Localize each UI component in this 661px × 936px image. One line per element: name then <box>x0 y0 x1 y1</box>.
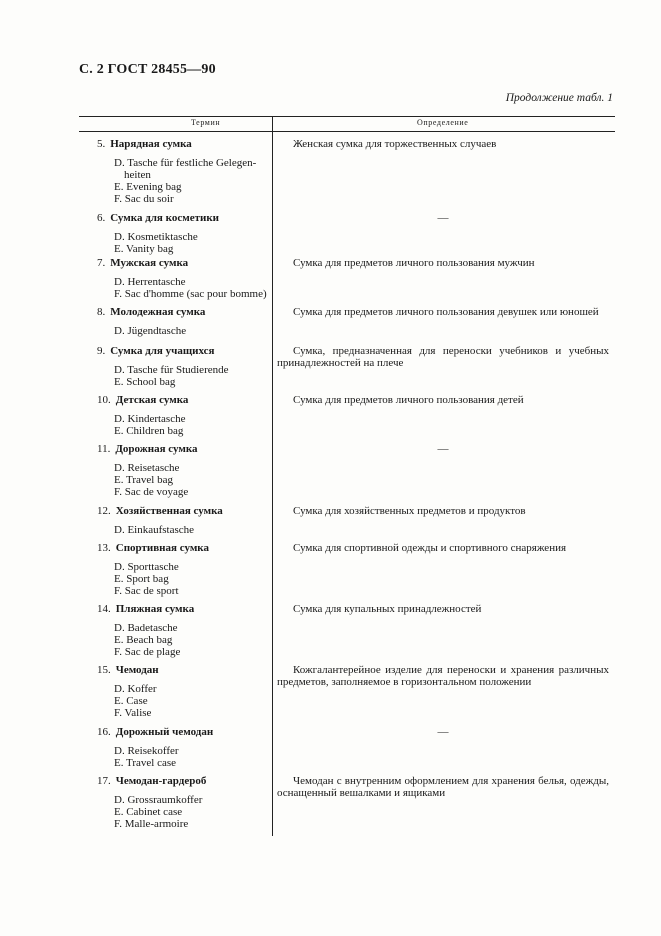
foreign-equivalent: D. Reisekoffer <box>114 745 179 757</box>
foreign-equivalents <box>97 745 269 769</box>
term-name: Спортивная сумка <box>115 542 209 554</box>
definition-cell <box>277 257 609 269</box>
foreign-equivalent: E. Cabinet case <box>114 806 183 818</box>
foreign-equivalents <box>97 794 269 830</box>
foreign-equivalent: D. Grossraumkoffer <box>114 794 203 806</box>
term-title <box>97 542 269 554</box>
term-name: Сумка для косметики <box>110 212 219 224</box>
foreign-equivalent: D. Badetasche <box>114 622 178 634</box>
foreign-equivalents <box>97 462 269 498</box>
definition-cell <box>277 603 609 615</box>
foreign-equivalent: D. Koffer <box>114 683 157 695</box>
foreign-equivalents <box>97 683 269 719</box>
foreign-equivalent: D. Tasche für festliche Gelegen-heiten <box>114 157 257 181</box>
definition-text: Сумка, предназначенная для переноски учебников и учебных принадлежностей на плече <box>277 345 609 369</box>
term-title <box>97 138 269 150</box>
term-cell <box>97 603 269 658</box>
term-number: 8. <box>97 306 106 318</box>
term-number: 16. <box>97 726 111 738</box>
term-cell <box>97 505 269 536</box>
term-name: Дорожный чемодан <box>115 726 214 738</box>
term-title <box>97 257 269 269</box>
foreign-equivalent: F. Sac de sport <box>114 585 179 597</box>
term-number: 5. <box>97 138 106 150</box>
foreign-equivalent: F. Sac de plage <box>114 646 181 658</box>
term-title <box>97 306 269 318</box>
foreign-equivalent: F. Valise <box>114 707 152 719</box>
definition-cell <box>277 212 609 224</box>
term-cell <box>97 394 269 437</box>
term-title <box>97 345 269 357</box>
definition-text: Сумка для предметов личного пользования девушек или юношей <box>293 306 599 318</box>
foreign-equivalent: F. Sac de voyage <box>114 486 189 498</box>
foreign-equivalent: D. Kosmetiktasche <box>114 231 198 243</box>
definition-text: Сумка для предметов личного пользования мужчин <box>293 257 535 269</box>
definition-cell <box>277 775 609 799</box>
table-header-rule <box>79 131 615 132</box>
definition-cell <box>277 345 609 369</box>
foreign-equivalent: D. Herrentasche <box>114 276 186 288</box>
foreign-equivalent: F. Sac d'homme (sac pour bomme) <box>114 288 267 300</box>
foreign-equivalent: E. Sport bag <box>114 573 169 585</box>
foreign-equivalents <box>97 413 269 437</box>
foreign-equivalents <box>97 231 269 255</box>
foreign-equivalent: D. Einkaufstasche <box>114 524 195 536</box>
foreign-equivalent: E. Case <box>114 695 148 707</box>
definition-cell <box>277 394 609 406</box>
foreign-equivalent: E. School bag <box>114 376 176 388</box>
definition-dash: — <box>437 212 449 224</box>
definition-text: Кожгалантерейное изделие для переноски и хранения различных предметов, заполняемое в горизонтальном положении <box>277 664 609 688</box>
term-number: 9. <box>97 345 106 357</box>
term-title <box>97 664 269 676</box>
foreign-equivalents <box>97 622 269 658</box>
foreign-equivalent: E. Travel bag <box>114 474 173 486</box>
term-cell <box>97 775 269 830</box>
term-cell <box>97 542 269 597</box>
foreign-equivalent: D. Tasche für Studierende <box>114 364 229 376</box>
term-name: Чемодан <box>115 664 159 676</box>
term-name: Дорожная сумка <box>115 443 198 455</box>
foreign-equivalent: E. Vanity bag <box>114 243 174 255</box>
definition-cell <box>277 726 609 738</box>
term-cell <box>97 664 269 719</box>
table-continuation-label: Продолжение табл. 1 <box>505 92 613 104</box>
term-name: Пляжная сумка <box>115 603 195 615</box>
term-title <box>97 505 269 517</box>
term-number: 15. <box>97 664 111 676</box>
foreign-equivalent: E. Evening bag <box>114 181 182 193</box>
foreign-equivalent: F. Sac du soir <box>114 193 174 205</box>
term-name: Мужская сумка <box>110 257 189 269</box>
definition-text: Сумка для хозяйственных предметов и продуктов <box>293 505 526 517</box>
term-title <box>97 394 269 406</box>
term-title <box>97 726 269 738</box>
term-cell <box>97 212 269 255</box>
term-title <box>97 603 269 615</box>
definition-text: Сумка для купальных принадлежностей <box>293 603 482 615</box>
column-header-term: Термин <box>191 118 221 127</box>
definition-cell <box>277 306 609 318</box>
term-number: 13. <box>97 542 111 554</box>
term-title <box>97 443 269 455</box>
foreign-equivalents <box>97 364 269 388</box>
term-number: 11. <box>97 443 111 455</box>
term-number: 17. <box>97 775 111 787</box>
foreign-equivalent: E. Children bag <box>114 425 184 437</box>
term-name: Нарядная сумка <box>110 138 192 150</box>
definition-text: Сумка для предметов личного пользования детей <box>293 394 524 406</box>
definition-text: Сумка для спортивной одежды и спортивного снаряжения <box>293 542 567 554</box>
foreign-equivalents <box>97 561 269 597</box>
foreign-equivalent: D. Sporttasche <box>114 561 179 573</box>
term-name: Чемодан-гардероб <box>115 775 207 787</box>
term-number: 6. <box>97 212 106 224</box>
page-header: С. 2 ГОСТ 28455—90 <box>79 62 216 77</box>
definition-cell <box>277 505 609 517</box>
definition-cell <box>277 443 609 455</box>
definition-dash: — <box>437 726 449 738</box>
term-title <box>97 775 269 787</box>
term-cell <box>97 306 269 337</box>
definition-dash: — <box>437 443 449 455</box>
term-name: Сумка для учащихся <box>110 345 215 357</box>
definition-text: Женская сумка для торжественных случаев <box>293 138 497 150</box>
foreign-equivalent: D. Kindertasche <box>114 413 186 425</box>
definition-cell <box>277 664 609 688</box>
term-name: Хозяйственная сумка <box>115 505 223 517</box>
term-cell <box>97 138 269 205</box>
table-top-rule <box>79 116 615 117</box>
foreign-equivalent: E. Travel case <box>114 757 177 769</box>
column-divider <box>272 116 273 836</box>
term-number: 10. <box>97 394 111 406</box>
definition-text: Чемодан с внутренним оформлением для хранения белья, одежды, оснащенный вешалками и ящиками <box>277 775 609 799</box>
definition-cell <box>277 542 609 554</box>
foreign-equivalents <box>97 157 269 205</box>
foreign-equivalent: D. Reisetasche <box>114 462 180 474</box>
foreign-equivalents <box>97 276 269 300</box>
column-header-definition: Определение <box>417 118 469 127</box>
definition-cell <box>277 138 609 150</box>
term-cell <box>97 257 269 300</box>
term-number: 7. <box>97 257 106 269</box>
term-number: 14. <box>97 603 111 615</box>
foreign-equivalents <box>97 524 269 536</box>
term-name: Детская сумка <box>115 394 189 406</box>
term-cell <box>97 726 269 769</box>
foreign-equivalents <box>97 325 269 337</box>
term-number: 12. <box>97 505 111 517</box>
term-name: Молодежная сумка <box>110 306 206 318</box>
term-title <box>97 212 269 224</box>
foreign-equivalent: F. Malle-armoire <box>114 818 189 830</box>
term-cell <box>97 345 269 388</box>
term-cell <box>97 443 269 498</box>
foreign-equivalent: D. Jügendtasche <box>114 325 187 337</box>
foreign-equivalent: E. Beach bag <box>114 634 173 646</box>
